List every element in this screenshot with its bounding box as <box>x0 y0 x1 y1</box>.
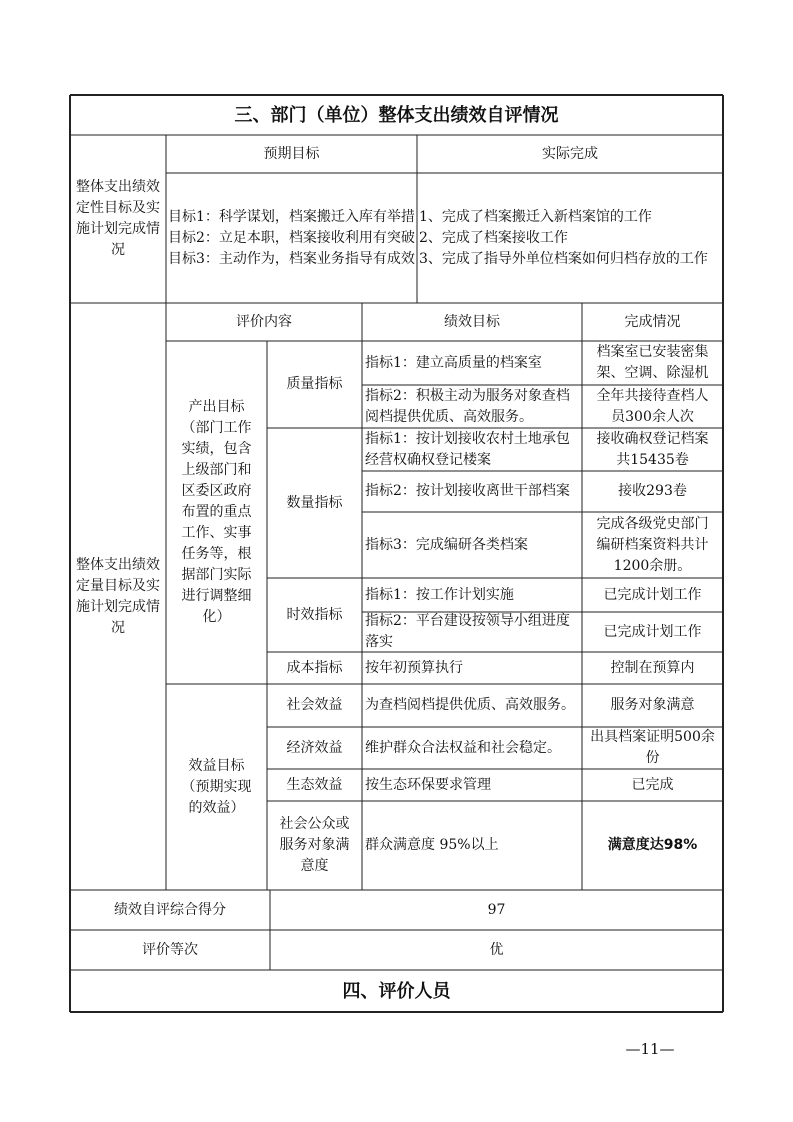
actual-completion-cell <box>417 173 723 303</box>
performance-target-cell <box>362 428 582 471</box>
completion-status-header <box>582 303 723 341</box>
performance-target-text: 为查档阅档提供优质、高效服务。 <box>365 697 575 713</box>
performance-target-text: 按生态环保要求管理 <box>365 776 491 793</box>
item-number: 2、 <box>419 229 442 246</box>
completion-status-text: 全年共接待查档人员300余人次 <box>596 387 709 425</box>
performance-target-text: 指标1：按工作计划实施 <box>365 586 514 603</box>
performance-target-text: 维护群众合法权益和社会稳定。 <box>365 739 561 756</box>
performance-target-cell <box>362 684 582 727</box>
score-value <box>270 890 723 930</box>
performance-target-text: 指标2：积极主动为服务对象查档阅档提供优质、高效服务。 <box>365 387 570 425</box>
indicator-category-text: 质量指标 <box>286 376 343 392</box>
performance-target-text: 按年初预算执行 <box>365 659 463 676</box>
item-text: 完成了指导外单位档案如何归档存放的工作 <box>441 250 708 267</box>
performance-target-text: 指标3：完成编研各类档案 <box>365 536 528 553</box>
grade-value-text: 优 <box>489 941 504 958</box>
output-target-label <box>166 341 267 684</box>
evaluation-content-header <box>166 303 362 341</box>
score-label <box>70 890 270 930</box>
indicator-category-text: 数量指标 <box>286 494 343 511</box>
indicator-category <box>267 341 362 428</box>
completion-status-cell <box>582 769 723 801</box>
section-title-text: 四、评价人员 <box>342 980 451 1002</box>
completion-status-cell <box>582 512 723 578</box>
performance-target-text: 指标1：建立高质量的档案室 <box>365 354 542 371</box>
completion-status-text: 接收确权登记档案共15435卷 <box>596 430 709 468</box>
completion-status-text: 服务对象满意 <box>610 697 695 713</box>
indicator-category-text: 生态效益 <box>286 776 343 793</box>
completion-status-header-text: 完成情况 <box>624 313 681 330</box>
indicator-category <box>267 801 362 890</box>
section-title <box>70 970 723 1012</box>
evaluation-content-header-text: 评价内容 <box>236 313 292 330</box>
expected-target-header <box>166 135 417 173</box>
item-number: 3、 <box>419 250 442 267</box>
grade-value <box>270 930 723 970</box>
performance-target-cell <box>362 578 582 612</box>
item-text: 完成了档案搬迁入新档案馆的工作 <box>441 208 652 225</box>
indicator-category-text: 经济效益 <box>286 739 343 756</box>
performance-target-text: 群众满意度 95%以上 <box>365 837 499 853</box>
expected-target-cell <box>166 173 417 303</box>
actual-completion-item <box>419 228 721 249</box>
completion-status-text: 档案室已安装密集架、空调、除湿机 <box>596 344 709 381</box>
completion-status-text: 已完成计划工作 <box>603 586 702 603</box>
performance-target-cell <box>362 471 582 512</box>
section-title-text: 三、部门（单位）整体支出绩效自评情况 <box>234 104 559 126</box>
section-title <box>70 95 723 135</box>
indicator-category-text: 成本指标 <box>286 659 343 676</box>
quantitative-row-label <box>70 303 166 890</box>
expected-target-item: 目标3：主动作为，档案业务指导有成效 <box>168 250 415 267</box>
grade-label-text: 评价等次 <box>142 941 198 958</box>
performance-target-cell <box>362 385 582 428</box>
performance-target-cell <box>362 612 582 652</box>
expected-target-header-text: 预期目标 <box>263 145 320 162</box>
completion-status-text: 接收293卷 <box>618 483 687 499</box>
item-text: 完成了档案接收工作 <box>441 229 568 246</box>
performance-target-cell <box>362 801 582 890</box>
completion-status-cell <box>582 652 723 684</box>
indicator-category <box>267 428 362 578</box>
benefit-target-label <box>166 684 267 890</box>
completion-status-text: 满意度达98% <box>607 837 698 853</box>
indicator-category <box>267 652 362 684</box>
completion-status-cell <box>582 428 723 471</box>
completion-status-text: 已完成计划工作 <box>603 623 702 640</box>
qualitative-row-label-text: 整体支出绩效定性目标及实施计划完成情况 <box>76 179 160 258</box>
performance-target-cell <box>362 652 582 684</box>
indicator-category-text: 时效指标 <box>286 606 343 623</box>
output-target-label-text: 产出目标（部门工作实绩，包含上级部门和区委区政府布置的重点工作、实事任务等，根据部门实际进行调整细化） <box>181 399 252 625</box>
quantitative-row-label-text: 整体支出绩效定量目标及实施计划完成情况 <box>76 556 160 636</box>
actual-completion-item <box>419 249 721 270</box>
performance-target-cell <box>362 769 582 801</box>
grade-label <box>70 930 270 970</box>
completion-status-cell <box>582 801 723 890</box>
indicator-category <box>267 727 362 769</box>
actual-completion-list <box>419 207 721 270</box>
performance-target-cell <box>362 727 582 769</box>
qualitative-row-label <box>70 135 166 303</box>
expected-target-item: 目标1：科学谋划，档案搬迁入库有举措 <box>168 208 415 225</box>
score-label-text: 绩效自评综合得分 <box>114 901 226 918</box>
expected-target-list <box>168 207 415 270</box>
actual-completion-header-text: 实际完成 <box>542 145 598 162</box>
performance-target-header <box>362 303 582 341</box>
indicator-category <box>267 769 362 801</box>
completion-status-cell <box>582 341 723 385</box>
indicator-category-text: 社会公众或服务对象满意度 <box>279 816 350 874</box>
actual-completion-header <box>417 135 723 173</box>
completion-status-text: 控制在预算内 <box>610 659 695 676</box>
indicator-category-text: 社会效益 <box>286 697 343 713</box>
performance-target-cell <box>362 341 582 385</box>
indicator-category <box>267 578 362 652</box>
performance-target-header-text: 绩效目标 <box>444 313 500 330</box>
completion-status-cell <box>582 684 723 727</box>
expected-target-item: 目标2：立足本职，档案接收利用有突破 <box>168 229 415 246</box>
completion-status-cell <box>582 385 723 428</box>
benefit-target-label-text: 效益目标（预期实现的效益） <box>181 757 252 816</box>
completion-status-text: 出具档案证明500余份 <box>590 729 715 766</box>
performance-target-cell <box>362 512 582 578</box>
page-number: —11— <box>625 1040 675 1058</box>
completion-status-cell <box>582 471 723 512</box>
completion-status-cell <box>582 727 723 769</box>
performance-target-text: 指标2：按计划接收离世干部档案 <box>365 483 570 499</box>
completion-status-cell <box>582 612 723 652</box>
completion-status-text: 已完成 <box>631 776 674 793</box>
completion-status-text: 完成各级党史部门编研档案资料共计1200余册。 <box>596 515 709 574</box>
item-number: 1、 <box>419 208 442 225</box>
performance-target-text: 指标2：平台建设按领导小组进度落实 <box>365 613 570 650</box>
performance-target-text: 指标1：按计划接收农村土地承包经营权确权登记楼案 <box>365 430 570 468</box>
completion-status-cell <box>582 578 723 612</box>
actual-completion-item <box>419 207 721 228</box>
indicator-category <box>267 684 362 727</box>
score-value-text: 97 <box>487 901 506 918</box>
